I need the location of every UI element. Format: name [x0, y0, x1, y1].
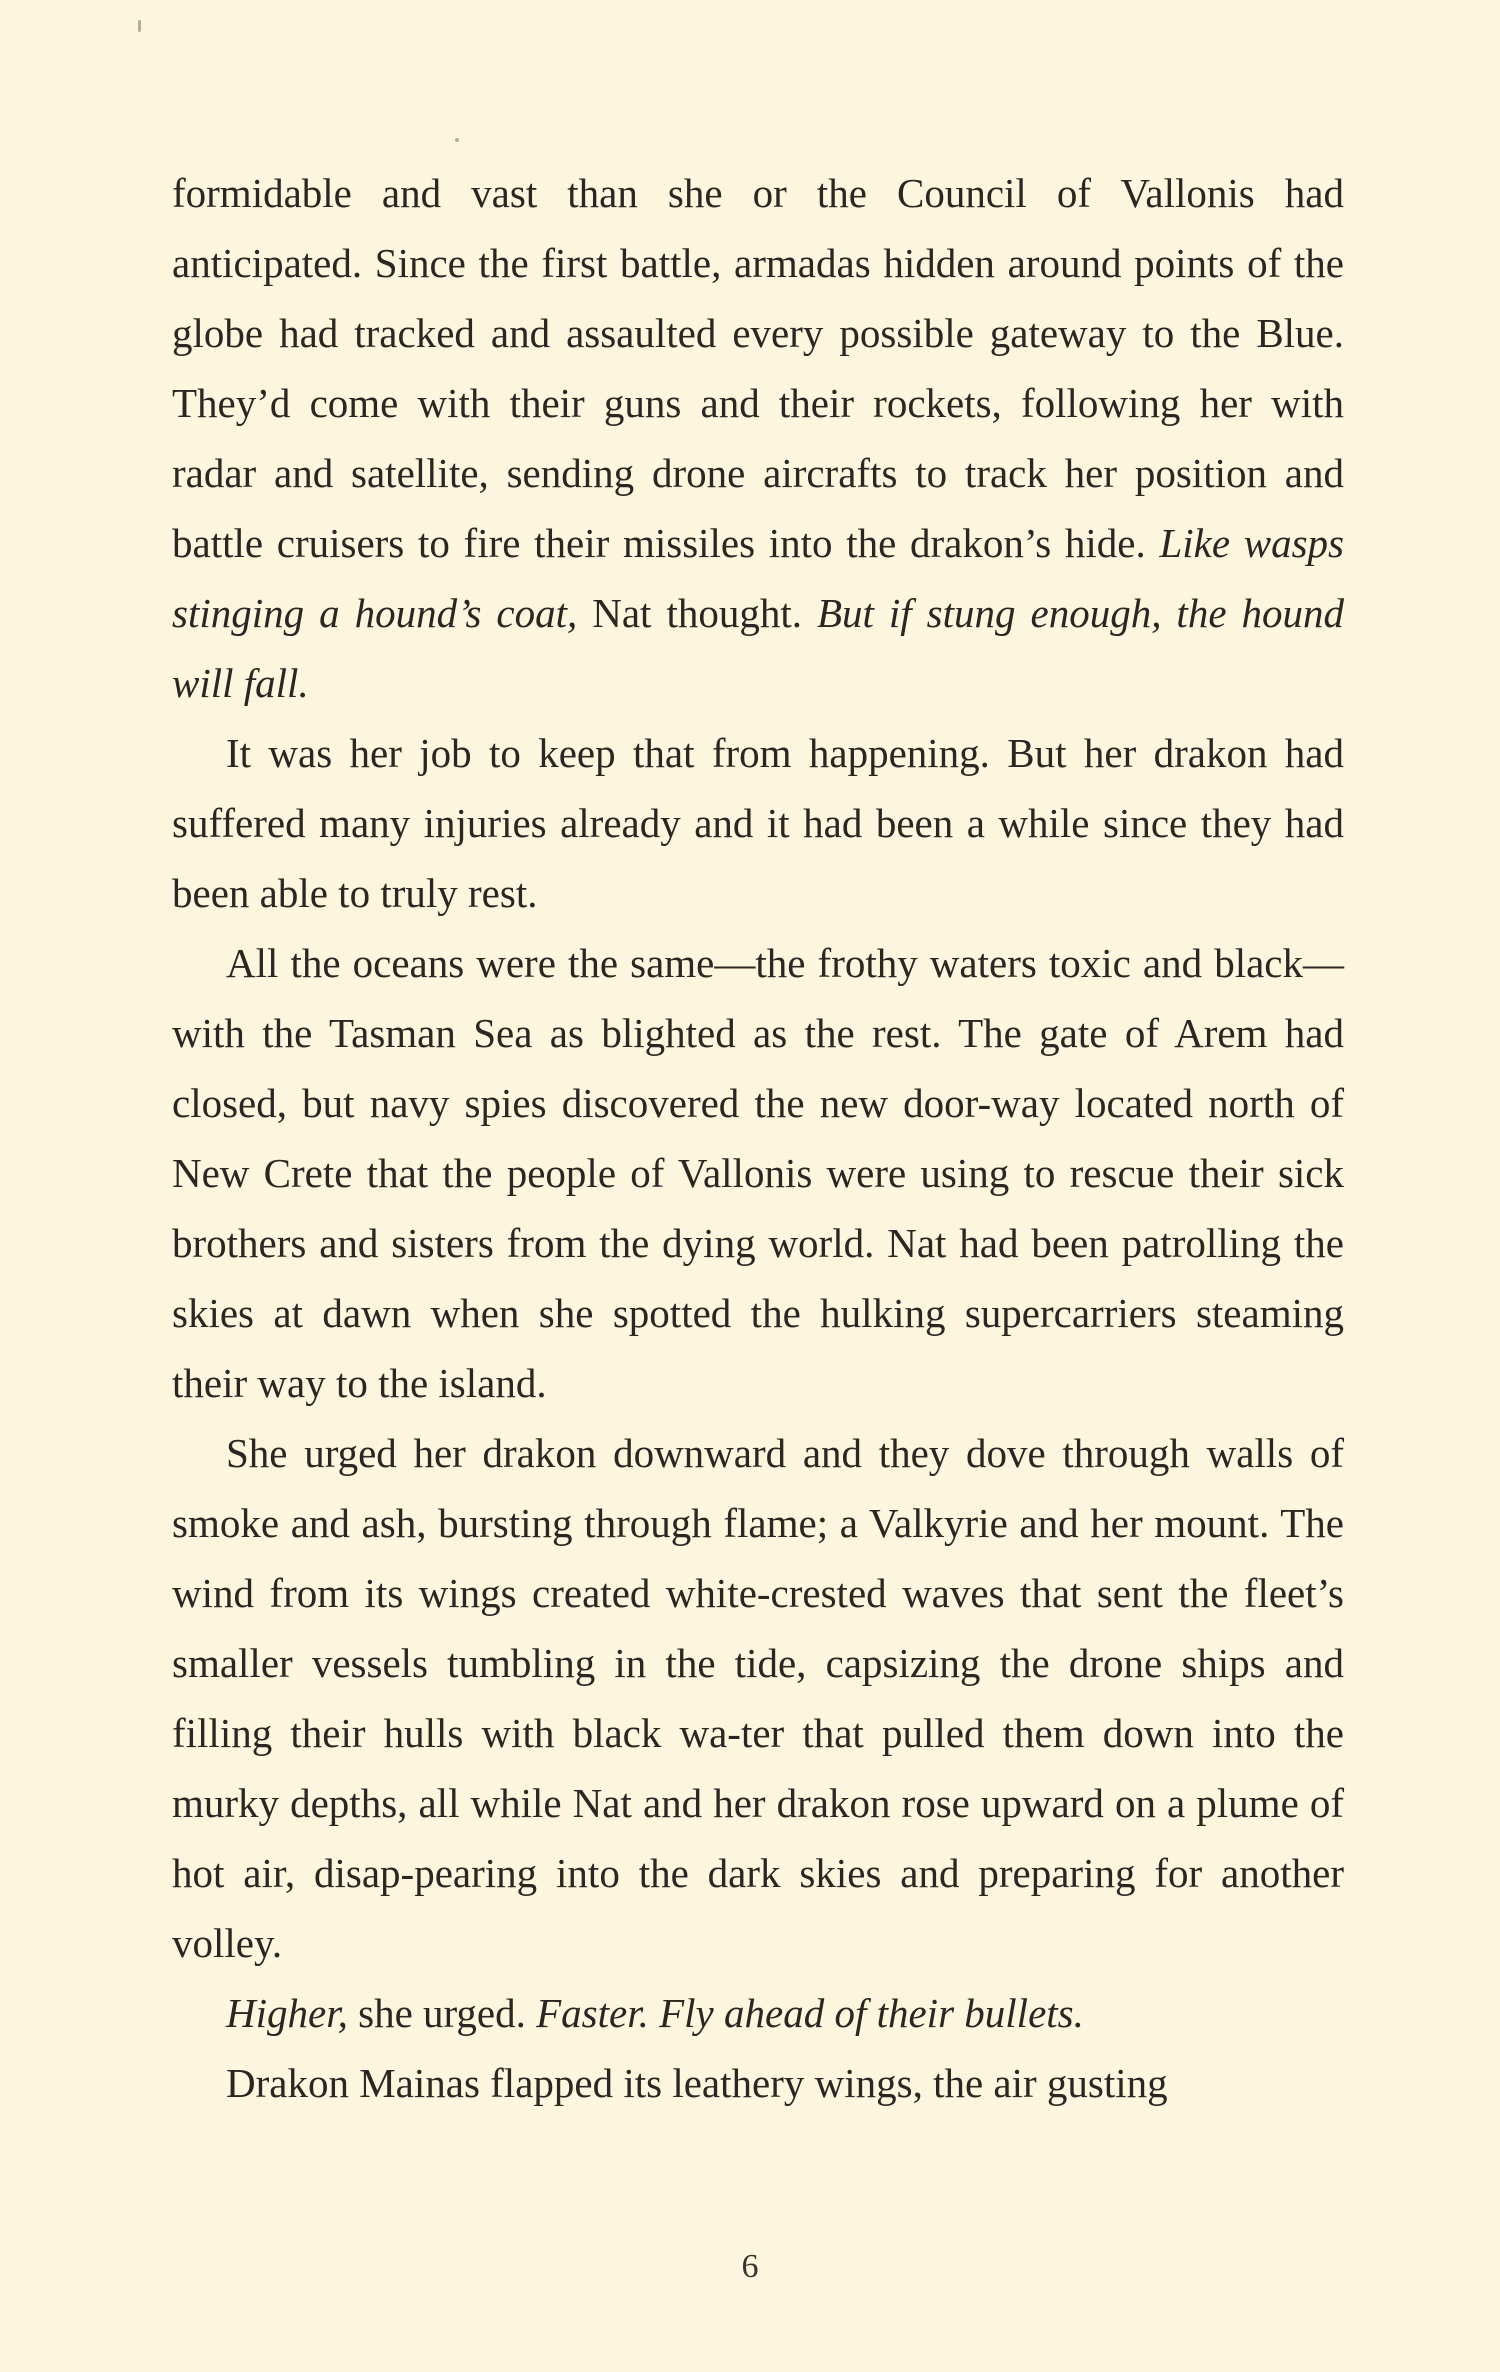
text-run: formidable and vast than she or the Council of Vallonis had anticipated. Since the first battle, armadas hidden around points of the globe had tracked and assaulted every possible gateway to the Blue. They’d come with their guns and their rockets, following her with radar and satellite, sending drone aircrafts to track her position and battle cruisers to fire their missiles into the drakon’s hide.	[172, 170, 1344, 566]
paragraph	[172, 928, 1344, 1418]
italic-text-run: Higher,	[226, 1990, 348, 2036]
text-run: she urged.	[347, 1990, 537, 2036]
italic-text-run: Faster. Fly ahead of their bullets.	[536, 1990, 1084, 2036]
text-run: All the oceans were the same—the frothy waters toxic and black—with the Tasman Sea as blighted as the rest. The gate of Arem had closed, but navy spies discovered the new door-way located north of New Crete that the people of Vallonis were using to rescue their sick brothers and sisters from the dying world. Nat had been patrolling the skies at dawn when she spotted the hulking supercarriers steaming their way to the island.	[172, 940, 1344, 1406]
text-run: Nat thought.	[577, 590, 817, 636]
italic-text-run: But if stung enough, the hound will fall.	[172, 590, 1345, 706]
page-number: 6	[741, 2248, 759, 2285]
paragraph	[172, 2048, 1344, 2118]
text-run: Drakon Mainas flapped its leathery wings, the air gusting	[226, 2060, 1168, 2106]
paper-speck	[455, 138, 459, 142]
paragraph	[172, 158, 1344, 718]
text-run: She urged her drakon downward and they dove through walls of smoke and ash, bursting through flame; a Valkyrie and her mount. The wind from its wings created white-crested waves that sent the fleet’s smaller vessels tumbling in the tide, capsizing the drone ships and filling their hulls with black wa-ter that pulled them down into the murky depths, all while Nat and her drakon rose upward on a plume of hot air, disap-pearing into the dark skies and preparing for another volley.	[172, 1430, 1344, 1966]
paragraph	[172, 1418, 1344, 1978]
text-run: It was her job to keep that from happening. But her drakon had suffered many injuries already and it had been a while since they had been able to truly rest.	[172, 730, 1344, 916]
paragraph	[172, 718, 1344, 928]
body-text	[172, 158, 1344, 2118]
paper-speck	[138, 20, 141, 32]
paragraph	[172, 1978, 1344, 2048]
italic-text-run: Like wasps stinging a hound’s coat,	[172, 520, 1344, 636]
